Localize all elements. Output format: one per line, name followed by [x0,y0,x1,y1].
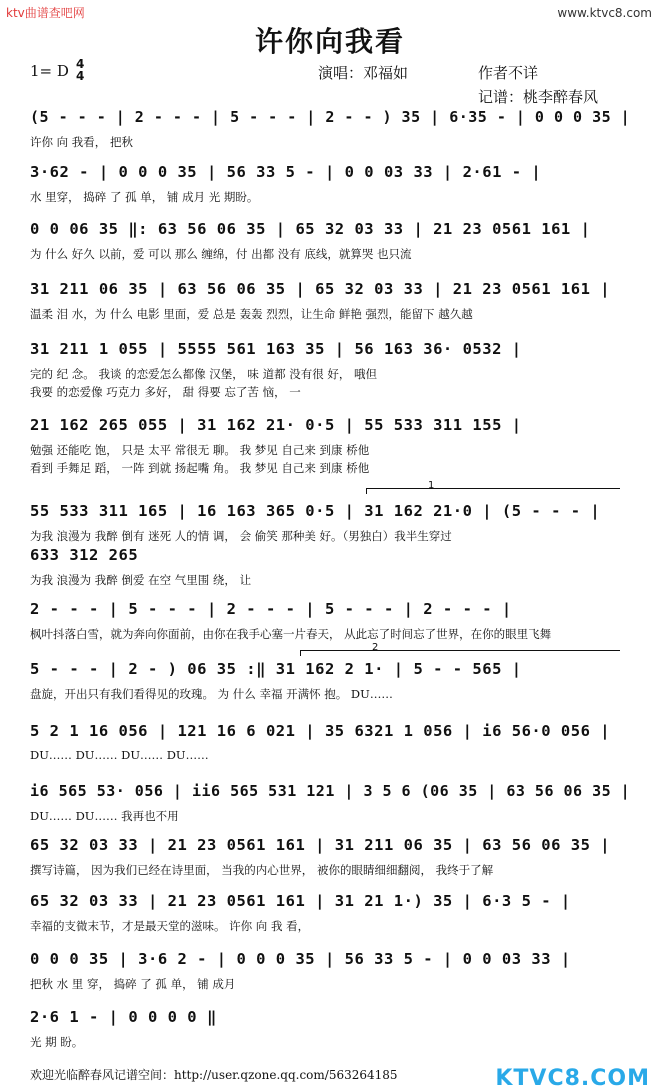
notation-line: 21 162 265 055 | 31 162 21· 0·5 | 55 533 311 155 | [30,416,522,434]
song-title: 许你向我看 [254,25,405,58]
notation-line: 65 32 03 33 | 21 23 0561 161 | 31 211 06 35 | 63 56 06 35 | [30,836,611,854]
watermark-site-name: ktv曲谱查吧网 [6,6,85,20]
notation-line: 65 32 03 33 | 21 23 0561 161 | 31 21 1·) 35 | 6·3 5 - | [30,892,571,910]
lyric-line: 温柔 泪 水，为 什么 电影 里面，爱 总是 轰轰 烈烈，让生命 鲜艳 强烈，能留下 越久越 [30,307,473,321]
notation-line: 2 - - - | 5 - - - | 2 - - - | 5 - - - | 2 - - - | [30,600,512,618]
lyric-line: 许你 向 我看， 把秋 [30,135,133,149]
composer-credit: 作者不详 [478,64,539,82]
notation-line: (5 - - - | 2 - - - | 5 - - - | 2 - - ) 35 | 6·35 - | 0 0 0 35 | [30,108,631,126]
lyric-line: DU…… DU…… 我再也不用 [30,809,179,823]
notation-line: 0 0 0 35 | 3·6 2 - | 0 0 0 35 | 56 33 5 - | 0 0 03 33 | [30,950,571,968]
lyric-line: 勉强 还能吃 饱， 只是 太平 常很无 聊。 我 梦见 自己来 到康 桥他 [30,443,370,457]
lyric-line: 为我 浪漫为 我醉 倒爱 在空 气里围 绕， 让 [30,573,252,587]
volta-bracket-2-tick [300,650,301,656]
notation-line: 5 - - - | 2 - ) 06 35 :‖ 31 162 2 1· | 5 - - 565 | [30,660,522,678]
volta-number-1: 1 [428,480,435,491]
notation-line: 3·62 - | 0 0 0 35 | 56 33 5 - | 0 0 03 33 | 2·61 - | [30,163,542,181]
footer-credit: 欢迎光临醉春风记谱空间：http://user.qzone.qq.com/563264185 [30,1068,398,1082]
lyric-line: 为 什么 好久 以前，爱 可以 那么 缠绵，付 出都 没有 底线，就算哭 也只流 [30,247,412,261]
transcriber-credit: 记谱：桃李醉春风 [478,88,599,106]
notation-line: 31 211 06 35 | 63 56 06 35 | 65 32 03 33 | 21 23 0561 161 | [30,280,611,298]
notation-line: 31 211 1 055 | 5555 561 163 35 | 56 163 36· 0532 | [30,340,522,358]
notation-line: 633 312 265 [30,546,139,564]
lyric-line: 水 里穿， 捣碎 了 孤 单， 铺 成月 光 期盼。 [30,190,259,204]
notation-line: 55 533 311 165 | 16 163 365 0·5 | 31 162 21·0 | (5 - - - | [30,502,601,520]
key-signature: 1= D [30,62,69,80]
notation-line: i6 565 53· 056 | ii6 565 531 121 | 3 5 6 (06 35 | 63 56 06 35 | [30,782,631,800]
notation-line: 5 2 1 16 056 | 121 16 6 021 | 35 6321 1 056 | i6 56·0 056 | [30,722,611,740]
lyric-line: DU…… DU…… DU…… DU…… [30,748,209,762]
lyric-line: 幸福的支微末节，才是最天堂的滋味。 许你 向 我 看， [30,919,310,933]
watermark-url: www.ktvc8.com [557,6,652,20]
lyric-line: 撰写诗篇， 因为我们已经在诗里面， 当我的内心世界， 被你的眼睛细细翻阅， 我终于了解 [30,863,494,877]
notation-line: 2·6 1 - | 0 0 0 0 ‖ [30,1008,217,1026]
lyric-line: 完的 纪 念。 我谈 的恋爱怎么都像 汉堡， 味 道都 没有很 好， 哦但 [30,367,378,381]
lyric-line: 光 期 盼。 [30,1035,84,1049]
volta-bracket-1-tick [366,488,367,494]
time-signature-bottom: 4 [76,69,85,83]
time-signature [76,58,84,82]
notation-line: 0 0 06 35 ‖: 63 56 06 35 | 65 32 03 33 | 21 23 0561 161 | [30,220,591,238]
lyric-line: 为我 浪漫为 我醉 倒有 迷死 人的情 调， 会 偷笑 那种美 好。（男独白）我半生穿过 [30,529,452,543]
volta-bracket-2 [300,650,620,651]
singer-credit: 演唱：邓福如 [318,64,409,82]
lyric-line: 把秋 水 里 穿， 捣碎 了 孤 单， 铺 成月 [30,977,236,991]
lyric-line: 看到 手舞足 蹈， 一阵 到就 扬起嘴 角。 我 梦见 自己来 到康 桥他 [30,461,370,475]
lyric-line: 我要 的恋爱像 巧克力 多好， 甜 得要 忘了苦 恼， 一 [30,385,301,399]
lyric-line: 枫叶抖落白雪，就为奔向你面前，由你在我手心塞一片春天， 从此忘了时间忘了世界，在你的眼里飞舞 [30,627,552,641]
volta-bracket-1 [366,488,620,489]
watermark-logo: KTVC8.COM [495,1066,650,1091]
lyric-line: 盘旋，开出只有我们看得见的玫瑰。 为 什么 幸福 开满怀 抱。 DU…… [30,687,393,701]
volta-number-2: 2 [372,642,379,653]
time-signature-top: 4 [76,57,85,71]
